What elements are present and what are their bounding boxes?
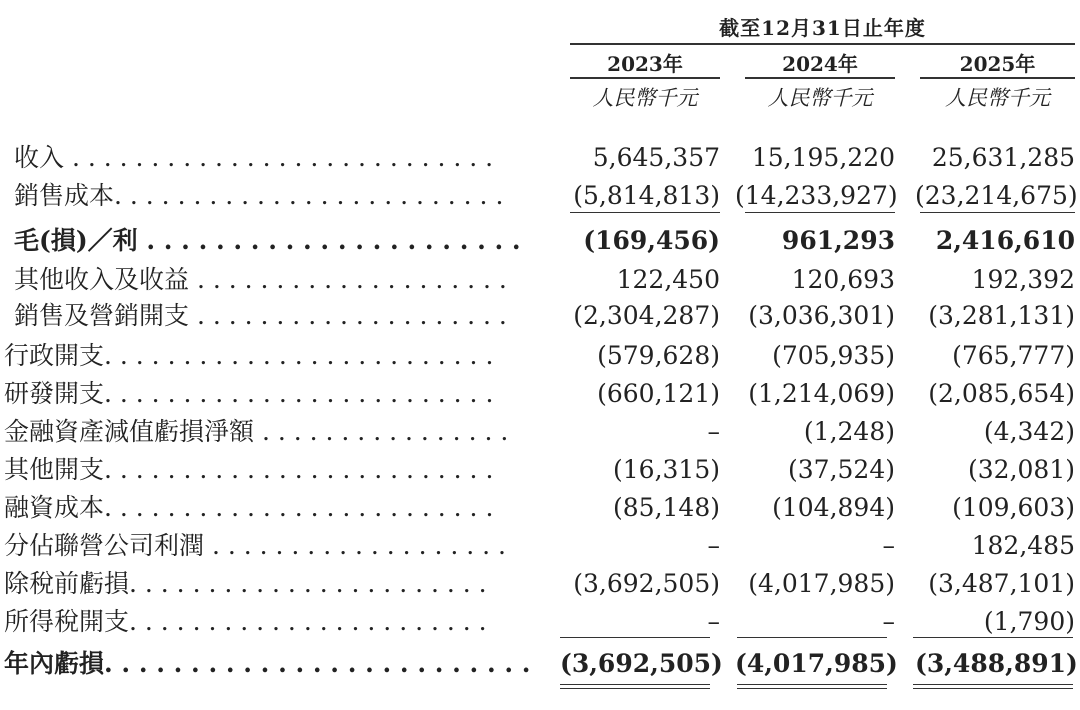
row-value: (3,488,891) [915,649,1078,678]
table-row [0,566,1080,602]
table-row [0,646,1080,682]
row-value: (1,214,069) [748,379,895,408]
row-value: (104,894) [772,493,895,522]
table-row [0,298,1080,334]
row-label: 金融資產減值虧損淨額 . . . . . . . . . . . . . . . . [4,417,509,446]
row-label: 除稅前虧損. . . . . . . . . . . . . . . . . . . . . . . [4,569,487,598]
grand-total-double-rule-2024 [737,684,887,689]
table-row [0,528,1080,564]
grand-total-double-rule-2025 [913,684,1073,689]
row-value: (109,603) [952,493,1075,522]
table-row [0,223,1080,259]
row-value: 122,450 [616,265,720,294]
row-label: 銷售及營銷開支 . . . . . . . . . . . . . . . . . . . . [14,301,507,330]
row-value: (1,248) [803,417,895,446]
row-value: (23,214,675) [915,181,1078,210]
row-value: 5,645,357 [592,143,720,172]
column-underline-2023 [570,77,720,79]
row-value: – [707,417,720,446]
table-row [0,338,1080,374]
row-value: 961,293 [781,226,895,255]
row-value: (660,121) [597,379,720,408]
row-value: – [707,531,720,560]
table-row [0,376,1080,412]
row-label: 分佔聯營公司利潤 . . . . . . . . . . . . . . . . . . . [4,531,506,560]
column-year-2025: 2025年 [959,52,1036,76]
row-label: 收入 . . . . . . . . . . . . . . . . . . . . . . . . . . . [14,143,494,172]
column-underline-2024 [745,77,895,79]
row-label: 銷售成本. . . . . . . . . . . . . . . . . . . . . . . . . [14,181,504,210]
column-unit-2024: 人民幣千元 [767,86,873,110]
table-row [0,262,1080,298]
row-label: 研發開支. . . . . . . . . . . . . . . . . . . . . . . . . [4,379,494,408]
row-value: (14,233,927) [735,181,898,210]
row-value: (85,148) [613,493,720,522]
grand-total-double-rule-2023 [560,684,710,689]
row-label: 年內虧損. . . . . . . . . . . . . . . . . . . . . . . . . [4,649,531,678]
period-header: 截至12月31日止年度 [719,16,926,40]
row-value: 25,631,285 [931,143,1075,172]
column-year-2024: 2024年 [782,52,858,76]
row-value: (1,790) [983,607,1075,636]
row-value: (16,315) [613,455,720,484]
row-value: 182,485 [971,531,1075,560]
row-value: (4,017,985) [735,649,898,678]
row-value: 2,416,610 [935,226,1075,255]
row-label: 毛(損)／利 . . . . . . . . . . . . . . . . . . . . . . [14,226,521,255]
total-rule-2024 [737,637,887,638]
table-row [0,490,1080,526]
row-value: (4,017,985) [748,569,895,598]
table-row [0,604,1080,640]
column-underline-2025 [920,77,1075,79]
period-underline [570,43,1075,45]
subtotal-rule-2025 [920,212,1075,213]
row-value: (4,342) [983,417,1075,446]
subtotal-rule-2023 [570,212,720,213]
row-value: (3,036,301) [748,301,895,330]
row-label: 行政開支. . . . . . . . . . . . . . . . . . . . . . . . . [4,341,494,370]
table-row [0,178,1080,214]
row-value: (3,281,131) [928,301,1075,330]
row-label: 融資成本. . . . . . . . . . . . . . . . . . . . . . . . . [4,493,494,522]
row-label: 其他收入及收益 . . . . . . . . . . . . . . . . . . . . [14,265,507,294]
table-row [0,140,1080,176]
row-value: 15,195,220 [751,143,895,172]
row-value: (169,456) [583,226,720,255]
subtotal-rule-2024 [745,212,895,213]
row-value: (579,628) [597,341,720,370]
table-row [0,452,1080,488]
row-value: (3,692,505) [560,649,723,678]
table-row [0,414,1080,450]
row-label: 所得稅開支. . . . . . . . . . . . . . . . . . . . . . . [4,607,487,636]
row-value: (705,935) [772,341,895,370]
row-label: 其他開支. . . . . . . . . . . . . . . . . . . . . . . . . [4,455,494,484]
row-value: 120,693 [791,265,895,294]
row-value: (37,524) [788,455,895,484]
column-unit-2023: 人民幣千元 [592,86,698,110]
column-unit-2025: 人民幣千元 [945,86,1050,110]
row-value: (2,304,287) [573,301,720,330]
row-value: – [882,531,895,560]
row-value: (3,487,101) [928,569,1075,598]
row-value: (2,085,654) [928,379,1075,408]
row-value: – [882,607,895,636]
row-value: – [707,607,720,636]
row-value: (3,692,505) [573,569,720,598]
total-rule-2023 [560,637,710,638]
row-value: (32,081) [968,455,1075,484]
column-year-2023: 2023年 [607,52,683,76]
row-value: (765,777) [952,341,1075,370]
total-rule-2025 [913,637,1073,638]
row-value: 192,392 [971,265,1075,294]
row-value: (5,814,813) [573,181,720,210]
